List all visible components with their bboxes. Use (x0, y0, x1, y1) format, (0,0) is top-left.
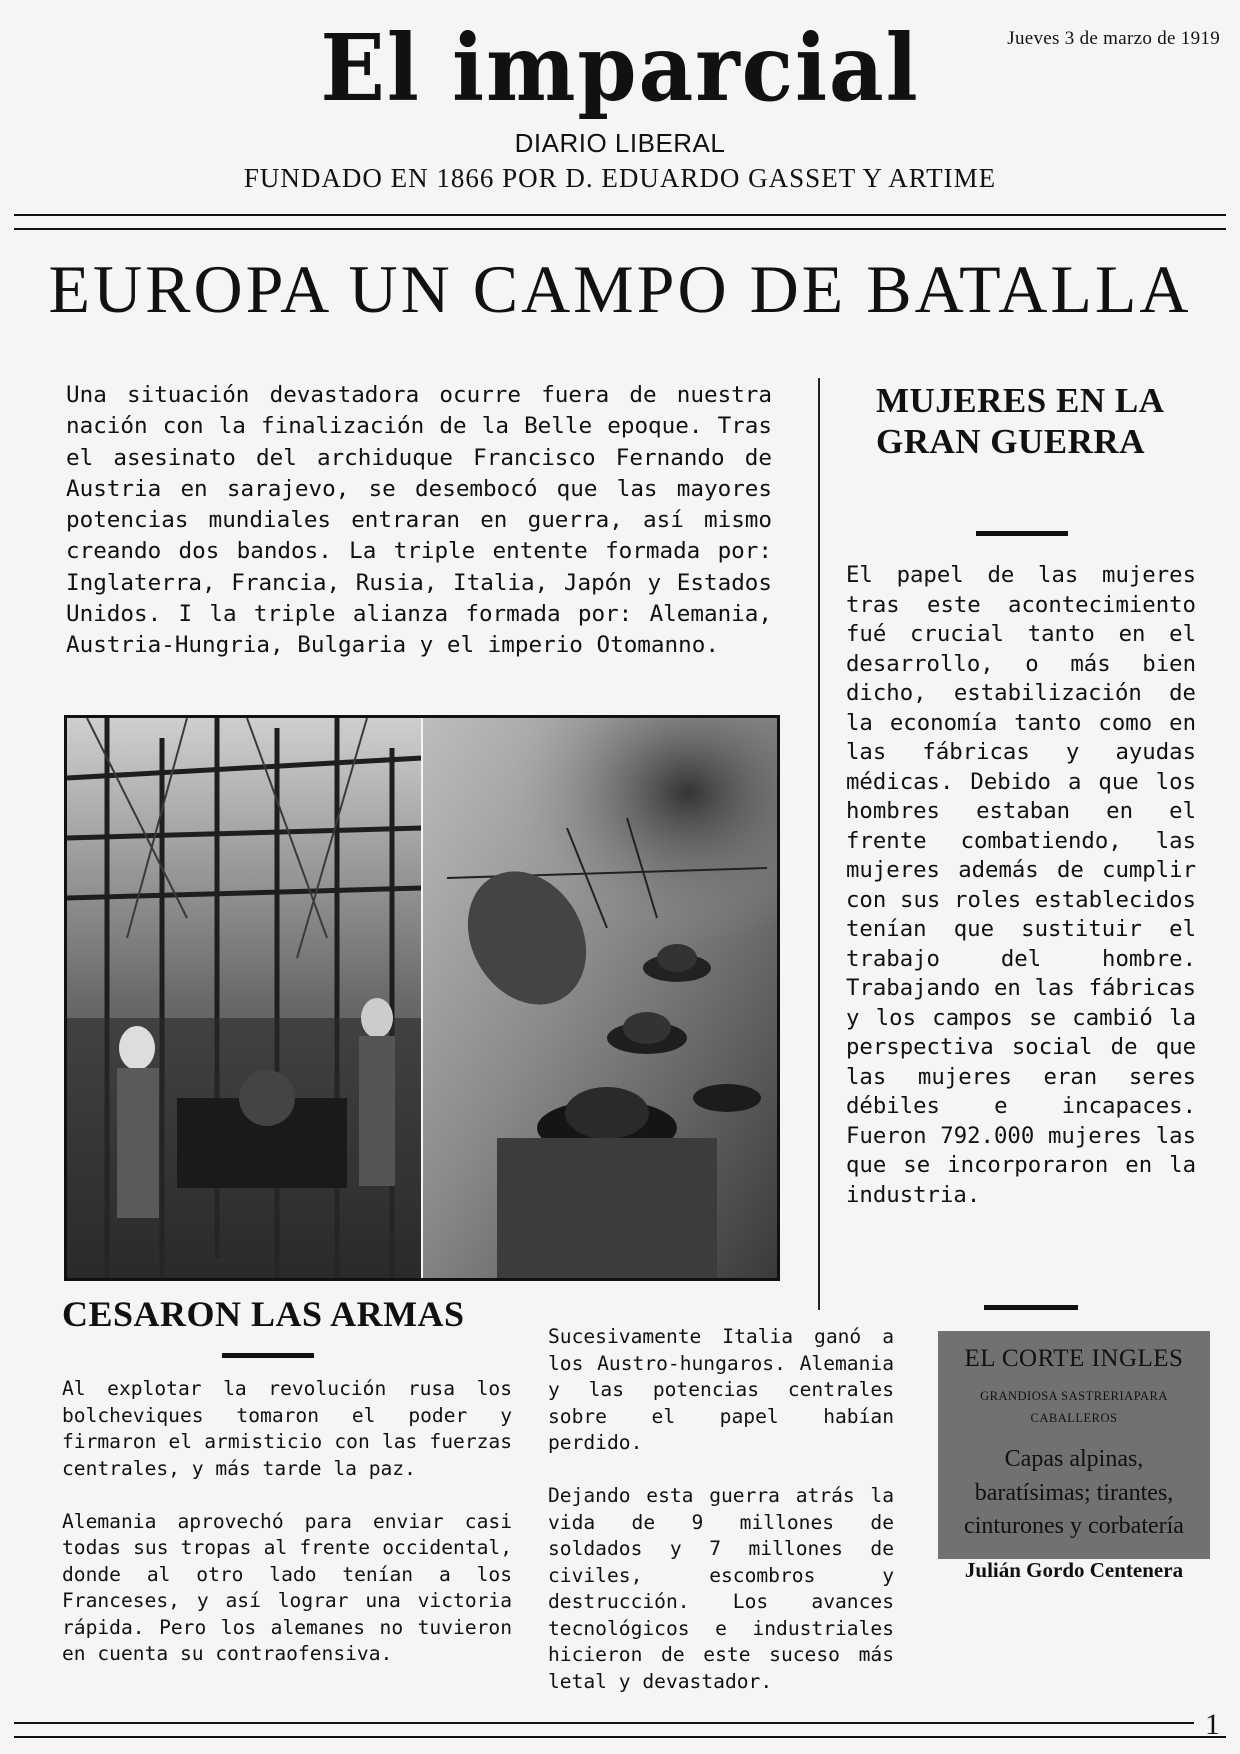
article-paragraph: Alemania aprovechó para enviar casi todas sus tropas al frente occidental, donde al otro lado tenían a los Franceses, y así lograr una victoria rápida. Pero los alemanes no tuvieron en cuenta su contraofensiva. (62, 1509, 512, 1665)
article-paragraph: Dejando esta guerra atrás la vida de 9 millones de soldados y 7 millones de civiles, escombros y destrucción. Los avances tecnológicos e industriales hicieron de este suceso más letal y devastador. (548, 1484, 894, 1693)
column-divider (818, 378, 820, 1310)
advertisement-box (938, 1331, 1210, 1582)
ad-subtitle: GRANDIOSA SASTRERIAPARA CABALLEROS (980, 1389, 1168, 1425)
header-rule-bottom (14, 228, 1226, 230)
intro-paragraph: Una situación devastadora ocurre fuera de nuestra nación con la finalización de la Belle epoque. Tras el asesinato del archiduque Francisco Fernando de Austria en sarajevo, se desembocó que las mayores potencias mundiales entraran en guerra, así mismo creando dos bandos. La triple entente formada por: Inglaterra, Francia, Rusia, Italia, Japón y Estados Unidos. I la triple alianza formada por: Alemania, Austria-Hungria, Bulgaria y el imperio Otomanno. (66, 382, 772, 659)
newspaper-subtitle: DIARIO LIBERAL (514, 128, 726, 158)
article-paragraph: Al explotar la revolución rusa los bolcheviques tomaron el poder y firmaron el armisticio con las fuerzas centrales, y más tarde la paz. (62, 1377, 512, 1480)
factory-photo (67, 718, 422, 1278)
article-column-2 (548, 1324, 894, 1722)
sidebar-title: MUJERES EN LA GRAN GUERRA (876, 381, 1163, 461)
founded-line: FUNDADO EN 1866 POR D. EDUARDO GASSET Y ARTIME (243, 163, 997, 193)
issue-date: Jueves 3 de marzo de 1919 (1007, 28, 1220, 49)
ad-bar (984, 1305, 1078, 1310)
footer-rule-top (14, 1722, 1194, 1724)
article-column-1 (62, 1376, 512, 1694)
sidebar-title-bar (976, 531, 1068, 536)
sidebar-article: El papel de las mujeres tras este acontecimiento fué crucial tanto en el desarrollo, o más bien dicho, estabilización de la economía tanto como en las fábricas y ayudas médicas. Debido a que los hombres estaban en el frente combatiendo, las mujeres además de cumplir con sus roles establecidos tenían que sustituir el trabajo del hombre. Trabajando en las fábricas y los campos se cambió la perspectiva social de que las mujeres eran seres débiles e incapaces. Fueron 792.000 mujeres las que se incorporaron en la industria. (846, 562, 1196, 1208)
ad-title: EL CORTE INGLES (964, 1345, 1184, 1372)
war-photo-illustration (67, 718, 777, 1278)
page-number: 1 (1205, 1708, 1220, 1741)
article-paragraph: Sucesivamente Italia ganó a los Austro-hungaros. Alemania y las potencias centrales sobre el papel habían perdido. (548, 1325, 894, 1454)
war-photo-collage (64, 715, 780, 1281)
ad-body: Capas alpinas, baratísimas; tirantes, cinturones y corbatería (964, 1446, 1184, 1539)
ad-author: Julián Gordo Centenera (964, 1557, 1184, 1582)
footer-rule-bottom (14, 1736, 1226, 1738)
newspaper-masthead: El imparcial (320, 14, 920, 122)
main-headline: EUROPA UN CAMPO DE BATALLA (48, 251, 1192, 327)
section-title-bar (222, 1353, 314, 1358)
trench-photo (422, 718, 777, 1278)
section-title: CESARON LAS ARMAS (62, 1294, 465, 1334)
header-rule-top (14, 214, 1226, 216)
